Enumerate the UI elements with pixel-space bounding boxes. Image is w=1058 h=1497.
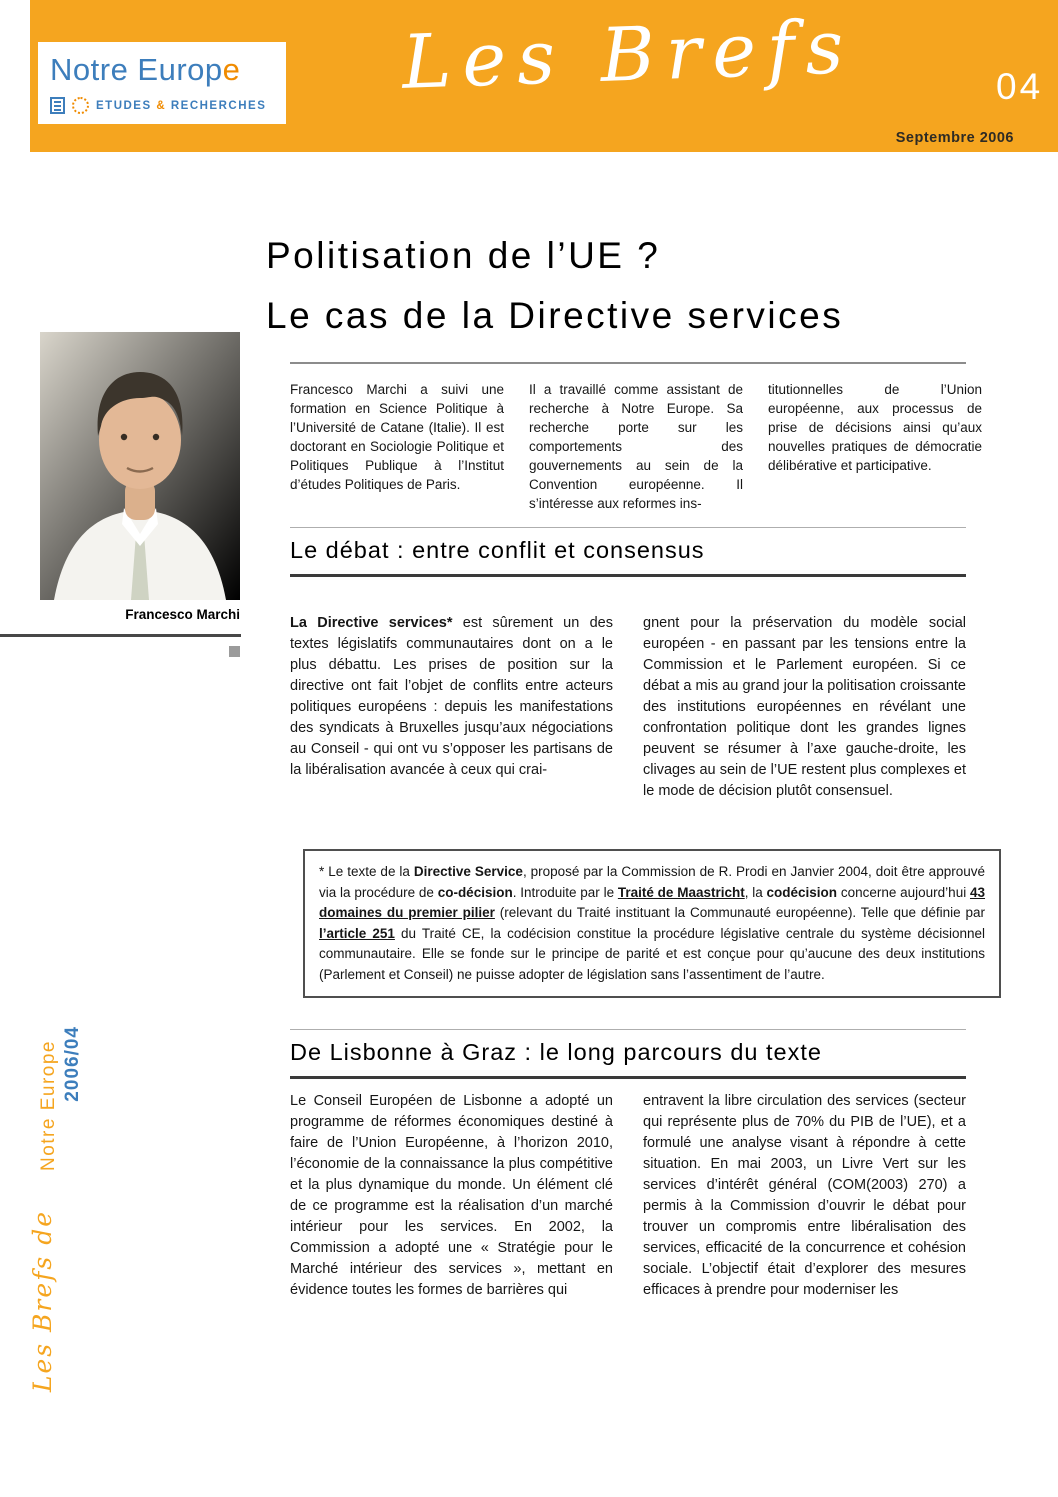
logo-title-accent: e — [222, 52, 241, 87]
issue-number: 04 — [996, 66, 1044, 107]
section1-heading: Le débat : entre conflit et consensus — [290, 537, 705, 563]
text-segment: La Directive services* — [290, 615, 453, 631]
section2-column-right: entravent la libre circulation des services (secteur qui représente plus de 70% du PIB de l’UE), et a formulé une analyse visant à répondre à cette situation. En mai 2003, un Livre Vert sur les services d’intérêt général (COM(2003) 270) a permis à la Commission d’ouvrir le débat pour trouver un compromis entre libéralisation des services, efficacité de la concurrence et cohésion sociale. L’objectif était d’explorer des mesures efficaces à prendre pour moderniser les — [643, 1093, 966, 1298]
logo-title-main: Notre Europ — [50, 52, 223, 87]
footnote-link[interactable]: 43 domaines du premier pilier — [319, 884, 986, 920]
newsletter-script-title: Les Brefs — [400, 4, 856, 106]
document-icon — [50, 97, 65, 114]
eu-stars-icon — [72, 97, 89, 114]
text-segment: (relevant du Traité instituant la Communauté européenne). Telle que définie par — [494, 905, 986, 920]
logo-subtitle-post: RECHERCHES — [166, 99, 267, 112]
page-title-line2: Le cas de la Directive services — [266, 295, 844, 336]
logo-subtitle — [96, 100, 266, 112]
section2-heading-block — [290, 1029, 966, 1079]
logo-subtitle-pre: ETUDES — [96, 99, 157, 112]
section2-body — [290, 1091, 966, 1301]
text-segment: * Le texte de la — [319, 864, 414, 879]
text-segment: . Introduite par le — [512, 884, 618, 900]
text-segment: co-décision — [437, 884, 513, 900]
issue-date: Septembre 2006 — [895, 130, 1014, 146]
bio-column-2: Il a travaillé comme assistant de recherche à Notre Europe. Sa recherche porte sur les comportements des gouvernements au sein de la Convention européenne. Il s’intéresse aux reformes ins- — [529, 382, 743, 511]
footnote-link[interactable]: l’article 251 — [319, 925, 395, 941]
bio-column-1: Francesco Marchi a suivi une formation en Science Politique à l’Université de Catane (Italie). Il est doctorant en Sociologie Politique et Politiques Publique à l’Institut d’études Politiques de Paris. — [290, 382, 504, 492]
author-photo — [40, 332, 240, 600]
footnote-box — [303, 849, 1001, 998]
section2-heading: De Lisbonne à Graz : le long parcours du texte — [290, 1039, 822, 1065]
notre-europe-logo — [38, 42, 286, 124]
section1-column-left — [290, 613, 613, 802]
page-title — [266, 226, 843, 346]
heading-rule-bottom — [290, 574, 966, 577]
author-bio — [290, 380, 982, 513]
sidebar-issue-label: 2006/04 — [62, 1026, 83, 1102]
logo-subtitle-amp: & — [156, 99, 167, 112]
text-segment: , la — [744, 884, 767, 900]
bio-column-3: titutionnelles de l’Union européenne, aux processus de prise de décisions ainsi qu’aux nouvelles pratiques de démocratie délibérative et participative. — [768, 382, 982, 473]
page-title-line1: Politisation de l’UE ? — [266, 235, 661, 276]
sidebar-script-label: Les Brefs de — [28, 1210, 57, 1393]
decorative-square — [229, 646, 240, 657]
sidebar-brand-label: Notre Europe — [38, 1040, 59, 1172]
section2-column-left: Le Conseil Européen de Lisbonne a adopté un programme de réformes économiques destiné à faire de l’Union Européenne, à l’horizon 2010, l’économie de la connaissance la plus compétitive et la plus dynamique du monde. Un élément clé de ce programme est la réalisation d’un marché intérieur pour les services. En 2002, la Commission a adopté une « Stratégie pour le Marché intérieur des services », mettant en évidence toutes les formes de barrières qui — [290, 1093, 613, 1298]
text-segment: concerne aujourd’hui — [837, 884, 970, 900]
text-segment: Directive Service — [413, 864, 523, 879]
caption-rule — [0, 634, 241, 637]
logo-subtitle-row — [50, 97, 274, 114]
heading-rule-bottom — [290, 1076, 966, 1079]
title-underline — [290, 362, 966, 364]
text-segment: est sûrement un des textes législatifs communautaires dont on a le plus débattu. Les prises de position sur la directive ont fait l’objet de conflits entre acteurs politiques européens : depuis les manifestations des syndicats à Bruxelles jusqu’aux négociations au Conseil - qui ont vu s’opposer les partisans de la libéralisation avancée à ceux qui crai- — [290, 615, 613, 778]
photo-caption: Francesco Marchi — [125, 607, 240, 622]
section1-body — [290, 613, 966, 802]
text-segment: codécision — [766, 884, 838, 900]
text-segment: du Traité CE, la codécision constitue la procédure législative centrale du système décisionnel communautaire. Elle se fonde sur le principe de parité et est conçue pour qu’aucune des deux institutions (Parlement et Conseil) ne puisse adopter de législation sans l’assentiment de l’autre. — [319, 925, 985, 982]
text-segment: , proposé par la Commission de R. Prodi en Janvier 2004, doit être approuvé via la procédure de — [319, 864, 985, 900]
logo-title — [50, 52, 274, 88]
section1-column-right: gnent pour la préservation du modèle social européen - en passant par les tensions entre la Commission et le Parlement européen. Si ce débat a mis au grand jour la politisation croissante des institutions européennes en révélant une confrontation politique dont les grandes lignes peuvent se résumer à l’axe gauche-droite, les clivages au sein de l’UE restent plus complexes et le mode de décision plutôt consensuel. — [643, 615, 966, 799]
heading-rule-top — [290, 527, 966, 528]
heading-rule-top — [290, 1029, 966, 1030]
footnote-link[interactable]: Traité de Maastricht — [617, 884, 745, 900]
section1-heading-block — [290, 527, 966, 577]
